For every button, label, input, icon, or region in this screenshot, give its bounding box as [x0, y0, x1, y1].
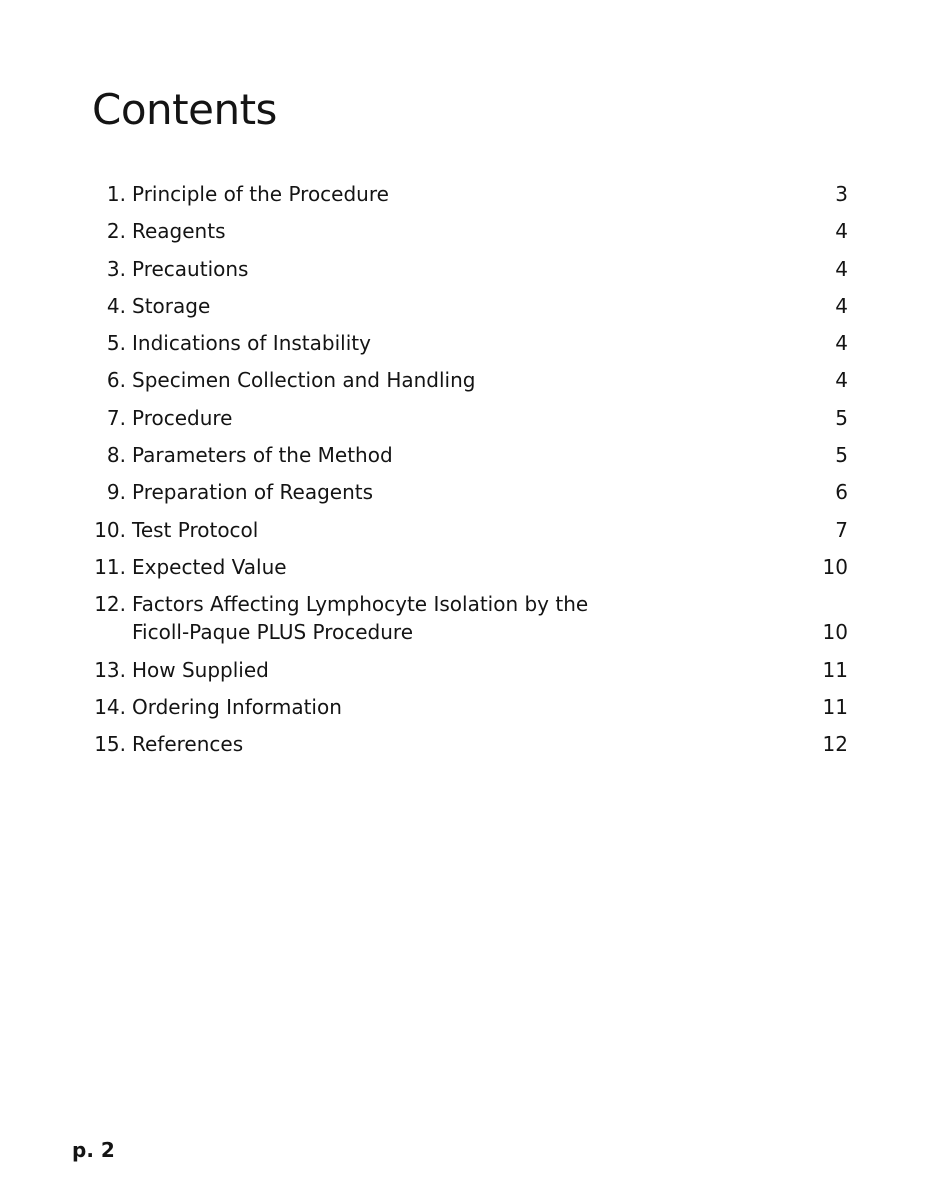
toc-entry-number: 13.	[94, 657, 126, 682]
toc-entry-title: Procedure	[132, 405, 233, 430]
toc-entry-title: Storage	[132, 293, 211, 318]
toc-entry-title: Expected Value	[132, 554, 287, 579]
toc-entry-title: References	[132, 732, 244, 757]
toc-entry-number: 2.	[106, 219, 126, 244]
toc-entry-page: 10	[822, 620, 848, 645]
toc-entry-title: Precautions	[132, 256, 249, 281]
toc-entry-number: 15.	[94, 732, 126, 757]
toc-entry-title: Principle of the Procedure	[132, 182, 389, 206]
toc-entry-title: Indications of Instability	[132, 331, 371, 356]
toc-entry-page: 4	[835, 219, 848, 244]
toc-entry-number: 12.	[94, 592, 126, 617]
toc-entry-page: 4	[835, 256, 848, 281]
toc-entry-title: Ordering Information	[132, 694, 342, 719]
toc-entry-page: 11	[822, 657, 848, 682]
toc-entry-title: Parameters of the Method	[132, 443, 393, 468]
page-title: Contents	[92, 85, 277, 134]
toc-entry-number: 1.	[106, 182, 126, 206]
toc-entry-page: 5	[835, 443, 848, 468]
toc-entry-title: Test Protocol	[132, 517, 259, 542]
toc-entry-page: 3	[835, 182, 848, 206]
toc-entry[interactable]	[92, 217, 848, 245]
toc-entry-title: Preparation of Reagents	[132, 480, 374, 505]
toc-entry-number: 10.	[94, 517, 126, 542]
toc-entry[interactable]	[92, 329, 848, 357]
toc-entry[interactable]	[92, 730, 848, 758]
toc-entry[interactable]	[92, 255, 848, 283]
toc-entry-page: 4	[835, 293, 848, 318]
toc-entry-number: 14.	[94, 694, 126, 719]
toc-entry-title: Reagents	[132, 219, 226, 244]
toc-entry[interactable]	[92, 553, 848, 581]
toc-entry[interactable]	[92, 366, 848, 394]
toc-entry[interactable]	[92, 441, 848, 469]
toc-entry-title: How Supplied	[132, 657, 269, 682]
toc-entry-title: Specimen Collection and Handling	[132, 368, 476, 393]
toc-entry-number: 4.	[106, 293, 126, 318]
toc-entry[interactable]	[92, 656, 848, 684]
toc-entry-page: 12	[822, 732, 848, 757]
toc-entry-page: 4	[835, 368, 848, 393]
toc-entry-number: 9.	[106, 480, 126, 505]
toc-entry-number: 6.	[106, 368, 126, 393]
toc-entry-page: 7	[835, 517, 848, 542]
toc-entry[interactable]	[92, 516, 848, 544]
toc-entry[interactable]	[92, 478, 848, 506]
toc-entry-page: 10	[822, 554, 848, 579]
toc-entry-number: 8.	[106, 443, 126, 468]
toc-entry-number: 11.	[94, 554, 126, 579]
toc-entry-title: Factors Affecting Lymphocyte Isolation by the Ficoll-Paque PLUS Procedure	[132, 592, 589, 645]
toc-entry[interactable]	[92, 180, 848, 208]
toc-entry[interactable]	[92, 404, 848, 432]
toc-entry-page: 11	[822, 694, 848, 719]
toc-entry-number: 5.	[106, 331, 126, 356]
toc-entry-number: 3.	[106, 256, 126, 281]
page-number: p. 2	[72, 1138, 115, 1162]
table-of-contents	[92, 180, 848, 767]
toc-entry[interactable]	[92, 590, 848, 646]
toc-entry[interactable]	[92, 693, 848, 721]
toc-entry-number: 7.	[106, 405, 126, 430]
toc-entry-page: 4	[835, 331, 848, 356]
toc-entry[interactable]	[92, 292, 848, 320]
toc-entry-page: 5	[835, 405, 848, 430]
toc-entry-page: 6	[835, 480, 848, 505]
